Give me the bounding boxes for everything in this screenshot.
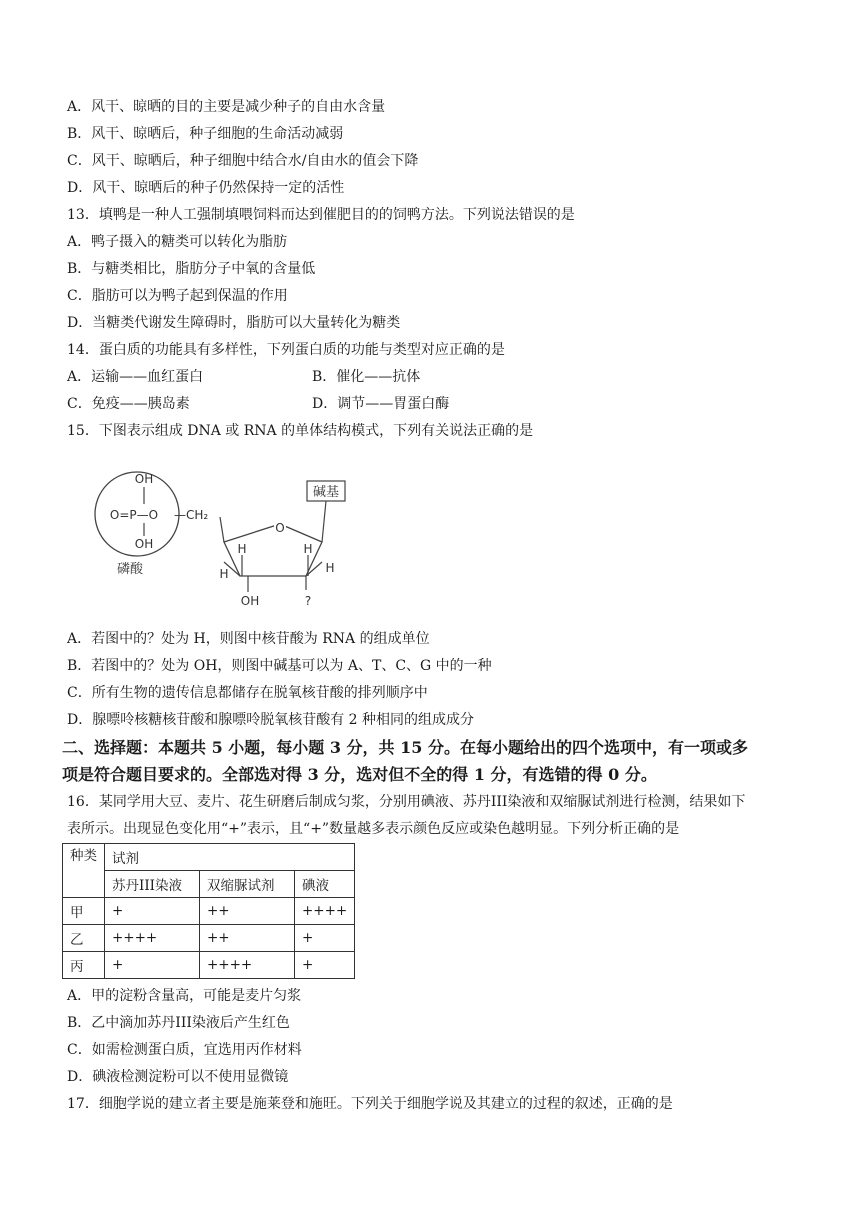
table-cell: + bbox=[105, 898, 200, 925]
q16-option-d: D．碘液检测淀粉可以不使用显微镜 bbox=[67, 1069, 289, 1085]
q12-option-b: B．风干、晾晒后，种子细胞的生命活动减弱 bbox=[67, 126, 344, 142]
table-header-reagent: 试剂 bbox=[105, 844, 355, 871]
table-cell-name: 乙 bbox=[63, 925, 105, 952]
section2-heading-line2: 项是符合题目要求的。全部选对得 3 分，选对但不全的得 1 分，有选错的得 0 分。 bbox=[62, 765, 657, 784]
base-label: 碱基 bbox=[312, 485, 340, 500]
table-header-sudan: 苏丹III染液 bbox=[105, 871, 200, 898]
table-cell: + bbox=[105, 952, 200, 979]
h-label: H bbox=[219, 567, 229, 581]
table-cell: + bbox=[295, 952, 355, 979]
section2-heading-line1: 二、选择题：本题共 5 小题，每小题 3 分，共 15 分。在每小题给出的四个选项中，有一项或多 bbox=[62, 738, 748, 757]
q15-option-b: B．若图中的？处为 OH，则图中碱基可以为 A、T、C、G 中的一种 bbox=[67, 658, 492, 674]
unknown-group-label: ? bbox=[304, 594, 312, 608]
base-bond bbox=[322, 501, 326, 542]
table-cell: ++++ bbox=[295, 898, 355, 925]
table-header-biuret: 双缩脲试剂 bbox=[200, 871, 295, 898]
q13-option-a: A．鸭子摄入的糖类可以转化为脂肪 bbox=[67, 234, 288, 250]
q17-stem: 17．细胞学说的建立者主要是施莱登和施旺。下列关于细胞学说及其建立的过程的叙述，正确的是 bbox=[67, 1096, 673, 1112]
q15-stem: 15．下图表示组成 DNA 或 RNA 的单体结构模式，下列有关说法正确的是 bbox=[67, 423, 534, 439]
q14-option-d: D．调节——胃蛋白酶 bbox=[312, 396, 450, 412]
table-cell: ++++ bbox=[200, 952, 295, 979]
h-label: H bbox=[303, 542, 313, 556]
h-label: H bbox=[325, 561, 335, 575]
table-cell-name: 甲 bbox=[63, 898, 105, 925]
table-cell-name: 丙 bbox=[63, 952, 105, 979]
ring-oxygen: O bbox=[275, 521, 285, 535]
q13-option-c: C．脂肪可以为鸭子起到保温的作用 bbox=[67, 288, 288, 304]
q14-stem: 14．蛋白质的功能具有多样性，下列蛋白质的功能与类型对应正确的是 bbox=[67, 342, 505, 358]
q13-stem: 13．填鸭是一种人工强制填喂饲料而达到催肥目的的饲鸭方法。下列说法错误的是 bbox=[67, 207, 575, 223]
table-cell: ++ bbox=[200, 898, 295, 925]
table-row bbox=[63, 925, 355, 952]
q16-option-b: B．乙中滴加苏丹III染液后产生红色 bbox=[67, 1015, 290, 1031]
table-cell: ++ bbox=[200, 925, 295, 952]
q16-option-c: C．如需检测蛋白质，宜选用丙作材料 bbox=[67, 1042, 302, 1058]
q16-stem-line2: 表所示。出现显色变化用“+”表示，且“+”数量越多表示颜色反应或染色越明显。下列分析正确的是 bbox=[67, 821, 680, 837]
q15-option-d: D．腺嘌呤核糖核苷酸和腺嘌呤脱氧核苷酸有 2 种相同的组成成分 bbox=[67, 712, 475, 728]
oh-3-label: OH bbox=[240, 594, 260, 608]
table-row bbox=[63, 952, 355, 979]
ch2-bond bbox=[220, 517, 224, 542]
q15-option-a: A．若图中的？处为 H，则图中核苷酸为 RNA 的组成单位 bbox=[67, 631, 430, 647]
table-header-iodine: 碘液 bbox=[295, 871, 355, 898]
q12-option-c: C．风干、晾晒后，种子细胞中结合水/自由水的值会下降 bbox=[67, 153, 419, 169]
q14-option-a: A．运输——血红蛋白 bbox=[67, 369, 204, 385]
q15-option-c: C．所有生物的遗传信息都储存在脱氧核苷酸的排列顺序中 bbox=[67, 685, 428, 701]
q12-option-a: A．风干、晾晒的目的主要是减少种子的自由水含量 bbox=[67, 99, 386, 115]
phosphate-label: 磷酸 bbox=[116, 562, 144, 577]
table-header-kind: 种类 bbox=[63, 844, 105, 898]
table-row bbox=[63, 898, 355, 925]
q16-stem-line1: 16．某同学用大豆、麦片、花生研磨后制成匀浆，分别用碘液、苏丹III染液和双缩脲试剂进行检测，结果如下 bbox=[67, 794, 746, 810]
q14-option-c: C．免疫——胰岛素 bbox=[67, 396, 190, 412]
q16-option-a: A．甲的淀粉含量高，可能是麦片匀浆 bbox=[67, 988, 302, 1004]
h-label: H bbox=[237, 542, 247, 556]
q14-option-b: B．催化——抗体 bbox=[312, 369, 421, 385]
reagent-results-table bbox=[62, 843, 355, 979]
table-cell: + bbox=[295, 925, 355, 952]
phosphate-oh-bottom: OH bbox=[134, 537, 154, 551]
phosphate-oh-top: OH bbox=[134, 472, 154, 486]
ch2-label: —CH₂ bbox=[174, 508, 209, 522]
q12-option-d: D．风干、晾晒后的种子仍然保持一定的活性 bbox=[67, 180, 345, 196]
table-cell: ++++ bbox=[105, 925, 200, 952]
phosphate-p-row: O=P—O bbox=[109, 508, 159, 522]
q13-option-b: B．与糖类相比，脂肪分子中氧的含量低 bbox=[67, 261, 316, 277]
q13-option-d: D．当糖类代谢发生障碍时，脂肪可以大量转化为糖类 bbox=[67, 315, 401, 331]
nucleotide-structure-figure bbox=[80, 462, 380, 618]
